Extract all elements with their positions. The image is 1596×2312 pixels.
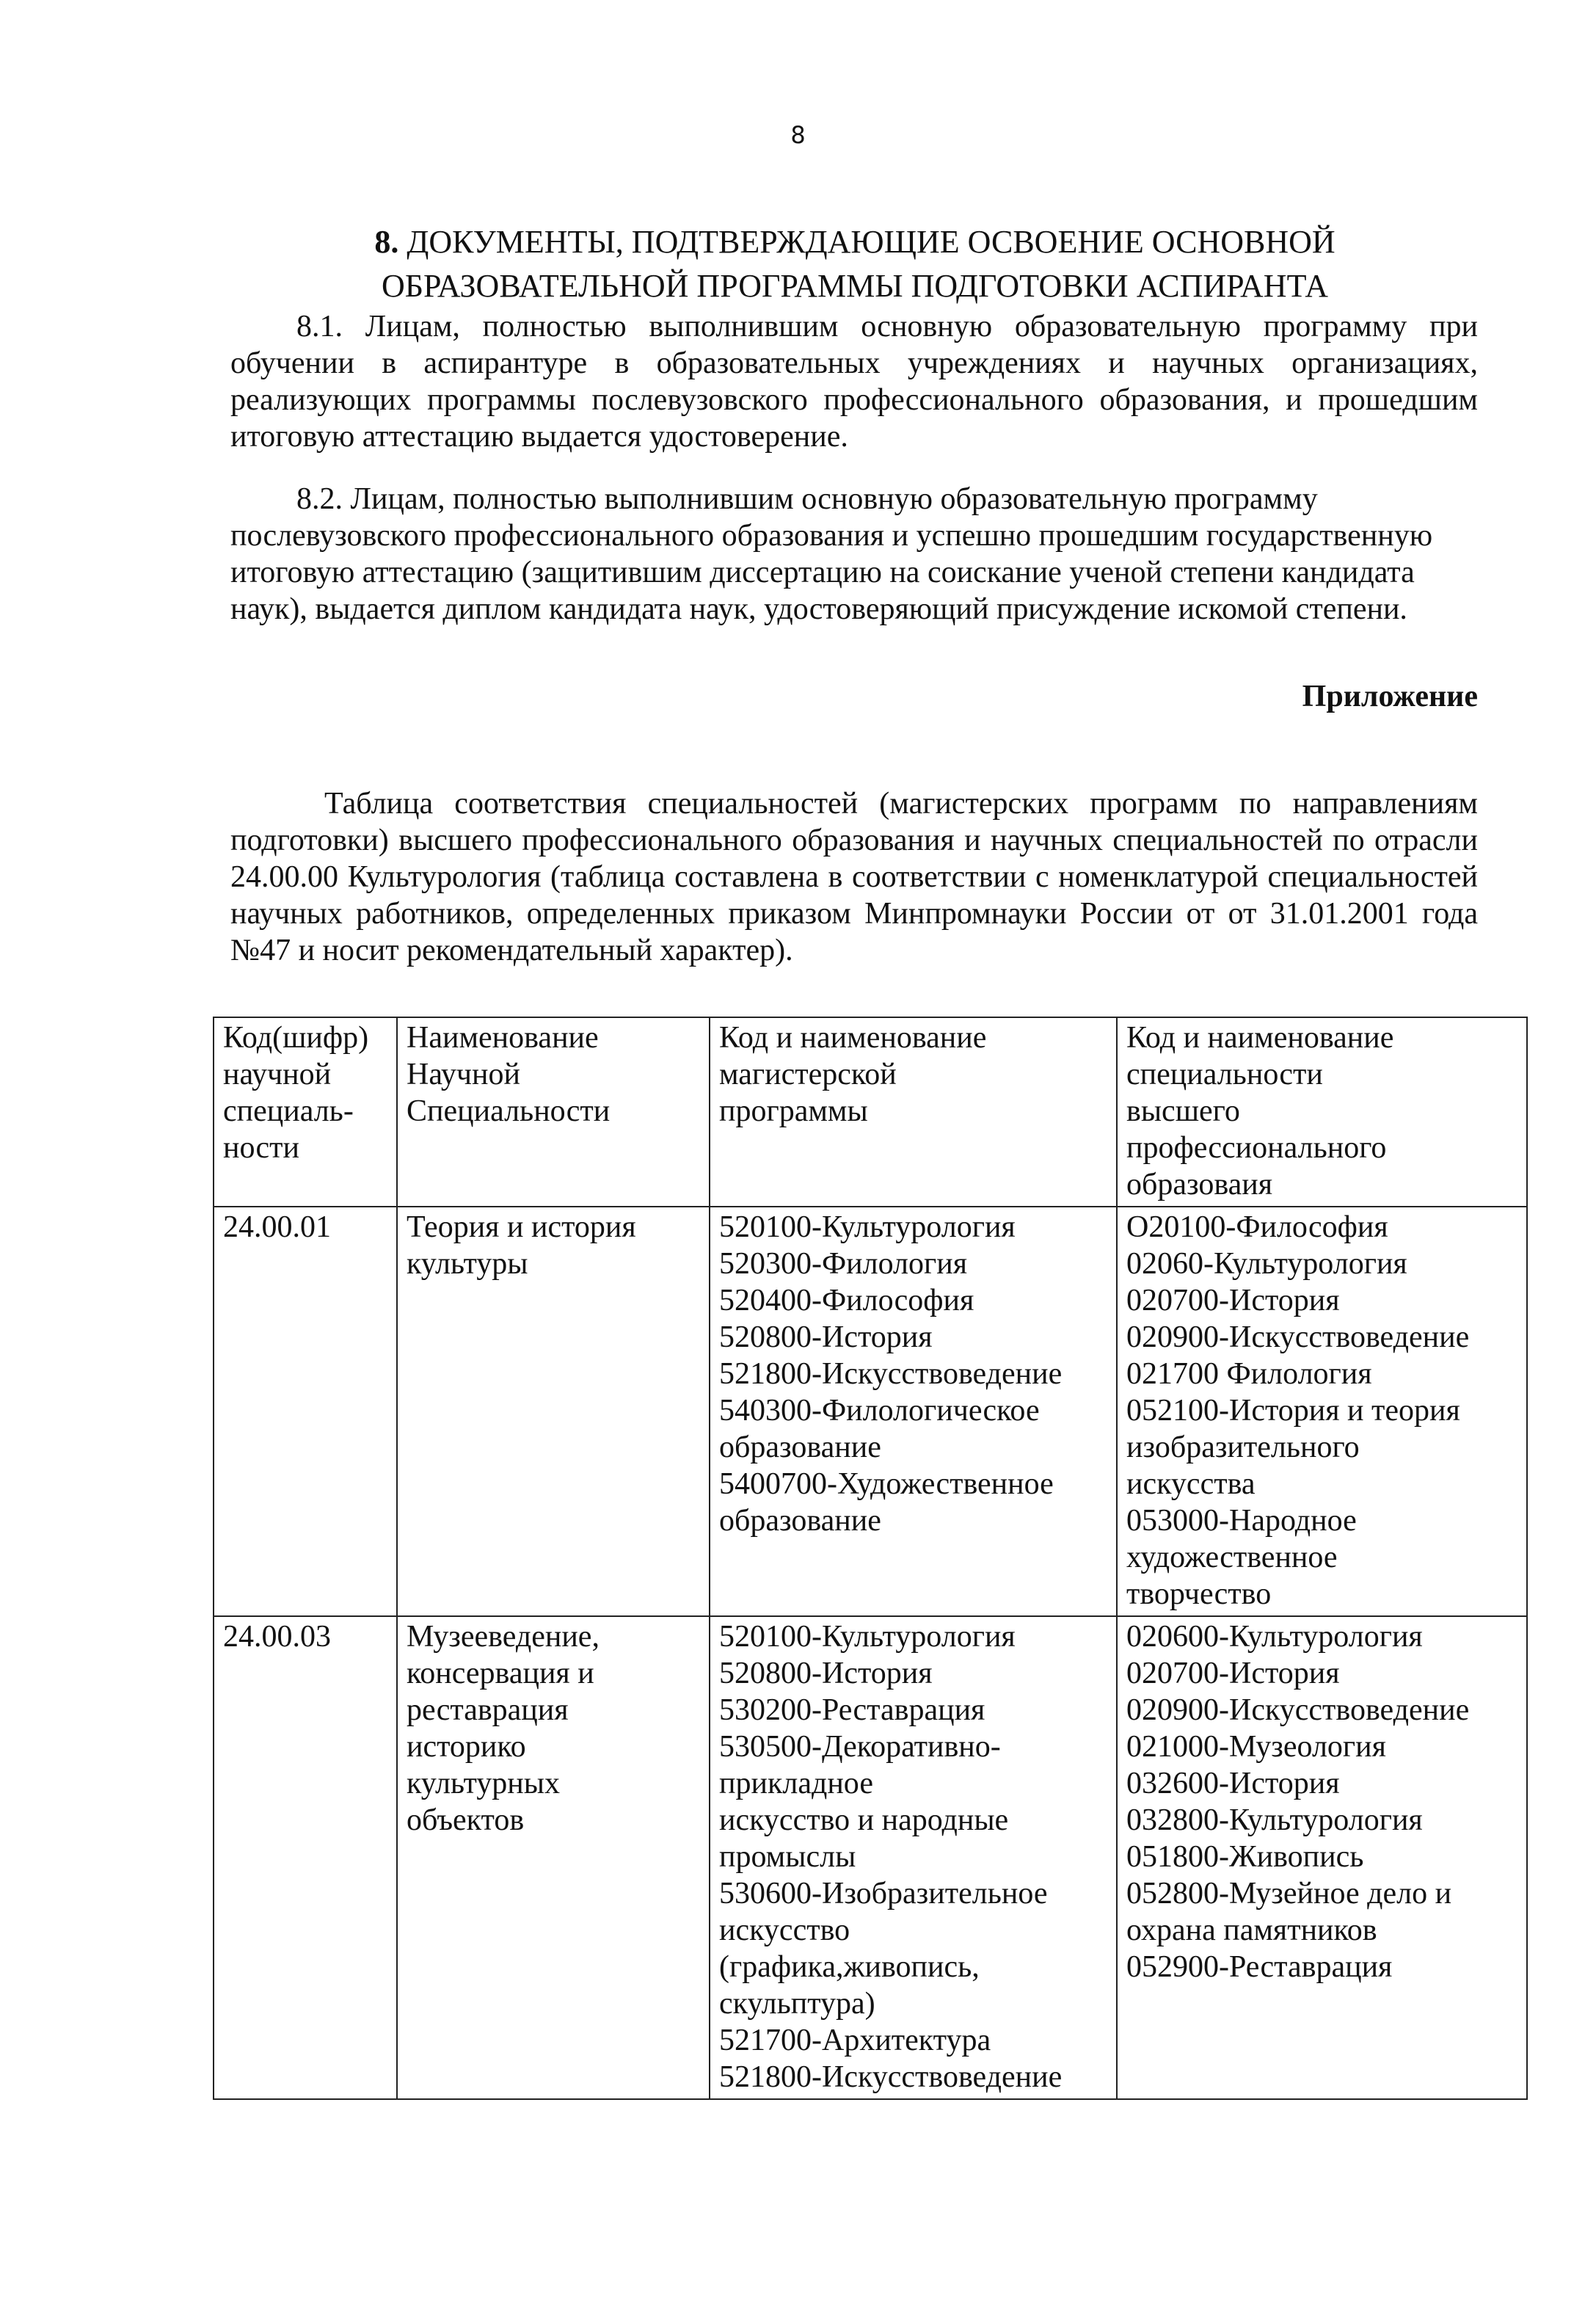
cell-line: программы xyxy=(719,1094,868,1128)
cell-line: консервация и xyxy=(407,1657,594,1690)
cell-line: высшего xyxy=(1126,1094,1240,1128)
header-name xyxy=(397,1017,710,1207)
cell-line: 521800-Искусствоведение xyxy=(719,1357,1063,1391)
table-intro: Таблица соответствия специальностей (магистерских программ по направлениям подготовки) высшего профессионального образования и научных специальностей по отрасли 24.00.00 Культурология (таблица составлена в соответствии с номенклатурой специальностей научных работников, определенных приказом Минпромнауки России от от 31.01.2001 года №47 и носит рекомендательный характер). xyxy=(230,787,1478,967)
table-header-row xyxy=(214,1017,1527,1207)
page-number: 8 xyxy=(790,121,806,149)
cell-line: 530500-Декоративно- xyxy=(719,1730,1001,1764)
cell-line: Код и наименование xyxy=(719,1021,987,1055)
cell-line: историко xyxy=(407,1730,526,1764)
cell-line: 051800-Живопись xyxy=(1126,1840,1364,1874)
cell-line: (графика,живопись, xyxy=(719,1950,980,1984)
cell-line: искусство и народные xyxy=(719,1803,1009,1837)
cell-line: 520800-История xyxy=(719,1657,933,1690)
cell-line: образоваия xyxy=(1126,1168,1273,1202)
cell-line: 520300-Филология xyxy=(719,1247,968,1281)
cell-line: 021000-Музеология xyxy=(1126,1730,1386,1764)
table-row xyxy=(214,1616,1527,2099)
cell-line: 530600-Изобразительное xyxy=(719,1877,1048,1911)
cell-line: специальности xyxy=(1126,1058,1323,1091)
cell-line: 020700-История xyxy=(1126,1284,1340,1317)
cell-specialty-name xyxy=(397,1207,710,1616)
cell-line: изобразительного xyxy=(1126,1431,1360,1464)
cell-higher-specialties xyxy=(1117,1207,1527,1616)
cell-line: 020900-Искусствоведение xyxy=(1126,1693,1470,1727)
heading-text-1: ДОКУМЕНТЫ, ПОДТВЕРЖДАЮЩИЕ ОСВОЕНИЕ ОСНОВНОЙ xyxy=(407,224,1336,260)
cell-line: 530200-Реставрация xyxy=(719,1693,985,1727)
cell-line: 520400-Философия xyxy=(719,1284,974,1317)
cell-line: образование xyxy=(719,1431,881,1464)
cell-specialty-name xyxy=(397,1616,710,2099)
header-code xyxy=(214,1017,397,1207)
cell-line: промыслы xyxy=(719,1840,856,1874)
cell-line: научной xyxy=(223,1058,332,1091)
cell-code: 24.00.01 xyxy=(214,1207,397,1616)
cell-line: искусство xyxy=(719,1913,850,1947)
cell-line: Код и наименование xyxy=(1126,1021,1394,1055)
cell-line: ности xyxy=(223,1131,299,1165)
cell-line: 521800-Искусствоведение xyxy=(719,2060,1063,2094)
cell-line: 520800-История xyxy=(719,1320,933,1354)
heading-line-1 xyxy=(220,220,1490,264)
table-row xyxy=(214,1207,1527,1616)
cell-line: О20100-Философия xyxy=(1126,1210,1388,1244)
cell-line: культуры xyxy=(407,1247,528,1281)
cell-line: Код(шифр) xyxy=(223,1021,369,1055)
cell-line: 052100-История и теория xyxy=(1126,1394,1460,1428)
cell-line: 053000-Народное xyxy=(1126,1504,1357,1538)
cell-line: 520100-Культурология xyxy=(719,1620,1016,1654)
header-master-program xyxy=(710,1017,1117,1207)
cell-line: магистерской xyxy=(719,1058,897,1091)
cell-line: 020600-Культурология xyxy=(1126,1620,1423,1654)
cell-line: Научной xyxy=(407,1058,520,1091)
cell-line: прикладное xyxy=(719,1767,873,1800)
cell-line: 032600-История xyxy=(1126,1767,1340,1800)
paragraph-8-1: 8.1. Лицам, полностью выполнившим основную образовательную программу при обучении в аспирантуре в образовательных учреждениях и научных организациях, реализующих программы послевузовского профессионального образования, и прошедшим итоговую аттестацию выдается удостоверение. xyxy=(230,310,1478,454)
cell-line: 540300-Филологическое xyxy=(719,1394,1040,1428)
section-heading xyxy=(220,220,1490,308)
heading-number: 8. xyxy=(374,224,399,260)
cell-master-programs xyxy=(710,1207,1117,1616)
cell-line: творчество xyxy=(1126,1577,1272,1611)
cell-line: художественное xyxy=(1126,1541,1338,1574)
cell-master-programs xyxy=(710,1616,1117,2099)
cell-line: 052900-Реставрация xyxy=(1126,1950,1393,1984)
cell-line: образование xyxy=(719,1504,881,1538)
cell-line: объектов xyxy=(407,1803,525,1837)
cell-line: реставрация xyxy=(407,1693,569,1727)
cell-line: 020900-Искусствоведение xyxy=(1126,1320,1470,1354)
cell-line: 02060-Культурология xyxy=(1126,1247,1407,1281)
cell-line: 020700-История xyxy=(1126,1657,1340,1690)
cell-line: 032800-Культурология xyxy=(1126,1803,1423,1837)
cell-line: Теория и история xyxy=(407,1210,636,1244)
cell-higher-specialties xyxy=(1117,1616,1527,2099)
cell-line: специаль- xyxy=(223,1094,354,1128)
appendix-label: Приложение xyxy=(1302,680,1478,713)
heading-line-2: ОБРАЗОВАТЕЛЬНОЙ ПРОГРАММЫ ПОДГОТОВКИ АСПИРАНТА xyxy=(381,268,1329,304)
cell-line: скульптура) xyxy=(719,1987,875,2021)
specialties-table xyxy=(213,1017,1528,2100)
cell-line: Музееведение, xyxy=(407,1620,600,1654)
paragraph-8-2: 8.2. Лицам, полностью выполнившим основную образовательную программу послевузовского профессионального образования и успешно прошедшим государственную итоговую аттестацию (защитившим диссертацию на соискание ученой степени кандидата наук), выдается диплом кандидата наук, удостоверяющий присуждение искомой степени. xyxy=(230,482,1433,626)
cell-line: культурных xyxy=(407,1767,560,1800)
cell-line: охрана памятников xyxy=(1126,1913,1377,1947)
cell-line: 521700-Архитектура xyxy=(719,2024,991,2057)
cell-line: 021700 Филология xyxy=(1126,1357,1372,1391)
cell-line: 520100-Культурология xyxy=(719,1210,1016,1244)
cell-line: Специальности xyxy=(407,1094,611,1128)
cell-line: 052800-Музейное дело и xyxy=(1126,1877,1452,1911)
header-higher-specialty xyxy=(1117,1017,1527,1207)
cell-line: Наименование xyxy=(407,1021,599,1055)
cell-line: профессионального xyxy=(1126,1131,1387,1165)
cell-code: 24.00.03 xyxy=(214,1616,397,2099)
cell-line: 5400700-Художественное xyxy=(719,1467,1054,1501)
cell-line: искусства xyxy=(1126,1467,1256,1501)
